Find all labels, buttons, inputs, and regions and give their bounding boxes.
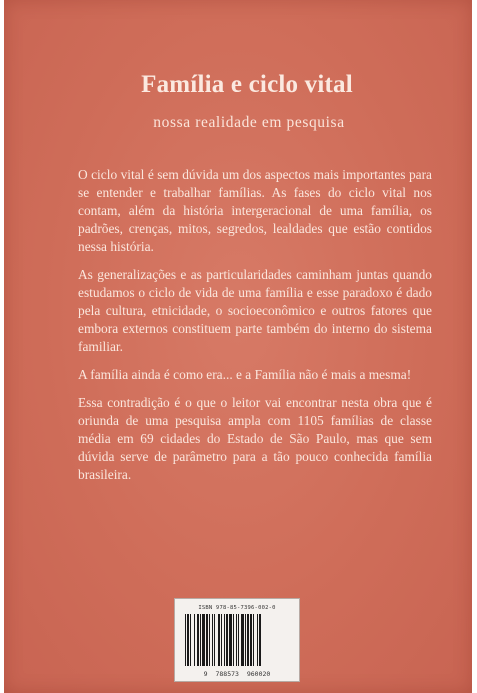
blurb-text: [78, 166, 432, 494]
barcode: [174, 598, 300, 682]
barcode-bar: [233, 614, 234, 666]
barcode-bar: [247, 614, 249, 666]
barcode-bar: [187, 614, 189, 666]
back-cover: [4, 0, 472, 693]
barcode-bar: [209, 614, 210, 666]
barcode-bar: [259, 614, 261, 666]
barcode-bar: [245, 614, 246, 666]
book-title: Família e ciclo vital: [141, 71, 353, 98]
barcode-bar: [241, 614, 244, 666]
barcode-bars: [183, 614, 291, 666]
barcode-bar: [200, 614, 201, 666]
barcode-bar: [190, 614, 191, 666]
barcode-bar: [194, 614, 195, 666]
barcode-bar: [185, 614, 186, 666]
barcode-bar: [226, 614, 228, 666]
barcode-bar: [250, 614, 252, 666]
barcode-bar: [257, 614, 258, 666]
book-subtitle: nossa realidade em pesquisa: [153, 114, 345, 131]
isbn-label: ISBN 978-85-7396-002-0: [198, 605, 276, 611]
barcode-bar: [221, 614, 222, 666]
blurb-paragraph: A família ainda é como era... e a Família não é mais a mesma!: [78, 367, 412, 382]
barcode-bar: [214, 614, 215, 666]
barcode-bar: [236, 614, 237, 666]
barcode-bar: [197, 614, 199, 666]
blurb-paragraph: Essa contradição é o que o leitor vai encontrar nesta obra que é oriunda de uma pesquisa ampla com 1105 famílias de classe média em 69 cidades do Estado de São Paulo, mas que sem dúvida serve de parâmetro para a tão pouco conhecida família brasileira.: [78, 395, 432, 482]
blurb-paragraph: As generalizações e as particularidades caminham juntas quando estudamos o ciclo de vida de uma família e esse paradoxo é dado pela cultura, etnicidade, o socioeconômico e outros fatores que embora externos constituem parte também do interno do sistema familiar.: [78, 267, 432, 354]
barcode-bar: [206, 614, 208, 666]
barcode-bar: [202, 614, 205, 666]
barcode-digits: 9 788573 960020: [203, 670, 271, 678]
barcode-bar: [218, 614, 220, 666]
barcode-bar: [224, 614, 225, 666]
barcode-bar: [253, 614, 254, 666]
barcode-bar: [229, 614, 232, 666]
barcode-bar: [212, 614, 213, 666]
barcode-bar: [238, 614, 239, 666]
blurb-paragraph: O ciclo vital é sem dúvida um dos aspectos mais importantes para se entender e trabalhar famílias. As fases do ciclo vital nos contam, além da história intergeracional de uma família, os padrões, crenças, mitos, segredos, lealdades que estão contidos nessa história.: [78, 167, 432, 254]
